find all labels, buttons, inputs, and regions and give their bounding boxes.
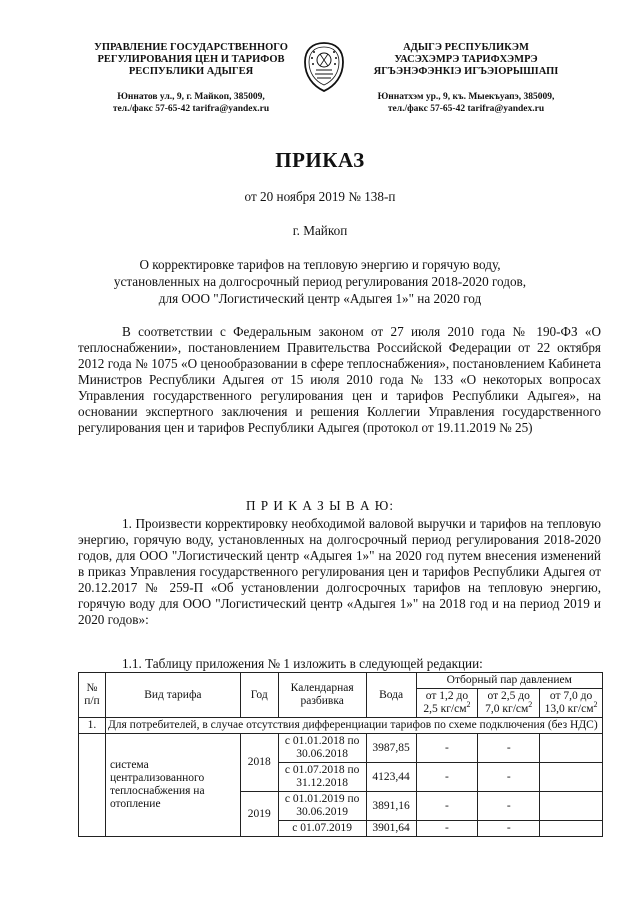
- p3-cell: [540, 734, 603, 763]
- system-cell: система централизованного теплоснабжения на отопление: [105, 734, 240, 837]
- period-cell: с 01.01.2019 по 30.06.2019: [278, 792, 366, 821]
- org-line: АДЫГЭ РЕСПУБЛИКЭМ: [403, 42, 529, 53]
- subject-line: установленных на долгосрочный период регулирования 2018-2020 годов,: [113, 274, 527, 289]
- period-cell: с 01.07.2018 по 31.12.2018: [278, 763, 366, 792]
- preamble-paragraph: В соответствии с Федеральным законом от 27 июля 2010 года № 190-ФЗ «О теплоснабжении», постановлением Правительства Российской Федерации от 22 октября 2012 года № 1075 «О ценообразовании в сфере теплоснабжения», постановлением Кабинета Министров Республики Адыгея от 15 июля 2010 года № 133 «О некоторых вопросах Управления государственного регулирования цен и тарифов Республики Адыгея», на основании экспертного заключения и решения Коллегии Управления государственного регулирования цен и тарифов Республики Адыгея (протокол от 19.11.2019 № 25): [78, 324, 601, 435]
- coat-of-arms-icon: [302, 40, 346, 94]
- header-water: Вода: [366, 673, 416, 718]
- tariff-table: [78, 672, 603, 837]
- empty-cell: [79, 734, 106, 837]
- water-cell: 3891,16: [366, 792, 416, 821]
- water-cell: 4123,44: [366, 763, 416, 792]
- address-line: Юннатов ул., 9, г. Майкоп, 385009,: [117, 92, 265, 102]
- year-cell: 2018: [240, 734, 278, 792]
- year-cell: 2019: [240, 792, 278, 837]
- table-header-row: [79, 673, 603, 689]
- header-pressure-3: от 7,0 до 13,0 $кг/см^2$: [540, 689, 603, 718]
- p2-cell: -: [478, 763, 540, 792]
- header-left-org: [86, 42, 296, 78]
- header-left-address: [86, 91, 296, 115]
- p1-cell: -: [416, 763, 478, 792]
- subject-line: О корректировке тарифов на тепловую энергию и горячую воду,: [139, 257, 501, 272]
- org-line: УАСЭХЭМРЭ ТАРИФХЭМРЭ: [394, 54, 538, 65]
- date-line: от 20 ноября 2019 № 138-п: [244, 189, 396, 204]
- order-word: П Р И К А З Ы В А Ю:: [245, 498, 395, 513]
- city: г. Майкоп: [292, 223, 348, 238]
- org-line: ЯГЪЭНЭФЭНКІЭ ИГЪЭІОРЫШІАПІ: [373, 66, 559, 77]
- table-row: [79, 734, 603, 763]
- period-cell: с 01.01.2018 по 30.06.2018: [278, 734, 366, 763]
- header-period: Календарная разбивка: [278, 673, 366, 718]
- header-year: Год: [240, 673, 278, 718]
- org-line: УПРАВЛЕНИЕ ГОСУДАРСТВЕННОГО: [94, 42, 288, 53]
- address-line: тел./факс 57-65-42 tarifra@yandex.ru: [387, 104, 545, 114]
- p1-cell: -: [416, 792, 478, 821]
- item-1-paragraph: 1. Произвести корректировку необходимой валовой выручки и тарифов на тепловую энергию, горячую воду, установленных на долгосрочный период регулирования 2018-2020 годов, для ООО "Логистический центр «Адыгея 1»" на 2020 год путем внесения изменений в приказ Управления государственного регулирования цен и тарифов Республики Адыгея от 20.12.2017 № 259-П «Об установлении долгосрочных тарифов на тепловую энергию, горячую воду для ООО "Логистический центр «Адыгея 1»" на 2018 год и на период 2019 и 2020 годов»:: [78, 516, 601, 627]
- address-line: тел./факс 57-65-42 tarifra@yandex.ru: [112, 104, 270, 114]
- subject: [0, 256, 640, 307]
- p2-cell: -: [478, 792, 540, 821]
- group-num: 1.: [79, 718, 106, 734]
- header-right-org: [356, 42, 576, 78]
- p2-cell: -: [478, 734, 540, 763]
- subject-line: для ООО "Логистический центр «Адыгея 1»" на 2020 год: [158, 291, 482, 306]
- header-pressure-2: от 2,5 до 7,0 $кг/см^2$: [478, 689, 540, 718]
- header-tariff-type: Вид тарифа: [105, 673, 240, 718]
- address-line: Юннатхэм ур., 9, къ. Мыекъуапэ, 385009,: [377, 92, 555, 102]
- p1-cell: -: [416, 821, 478, 837]
- org-line: РЕГУЛИРОВАНИЯ ЦЕН И ТАРИФОВ: [97, 54, 285, 65]
- water-cell: 3987,85: [366, 734, 416, 763]
- p1-cell: -: [416, 734, 478, 763]
- p3-cell: [540, 821, 603, 837]
- header-steam: Отборный пар давлением: [416, 673, 602, 689]
- document-title: ПРИКАЗ: [275, 148, 365, 172]
- header-right-address: [356, 91, 576, 115]
- p3-cell: [540, 792, 603, 821]
- group-text: Для потребителей, в случае отсутствия дифференциации тарифов по схеме подключения (без НДС): [105, 718, 602, 734]
- header-num: № п/п: [79, 673, 106, 718]
- p3-cell: [540, 763, 603, 792]
- p2-cell: -: [478, 821, 540, 837]
- period-cell: с 01.07.2019: [278, 821, 366, 837]
- item-1-1-paragraph: 1.1. Таблицу приложения № 1 изложить в следующей редакции:: [122, 656, 483, 671]
- header-pressure-1: от 1,2 до 2,5 $кг/см^2$: [416, 689, 478, 718]
- org-line: РЕСПУБЛИКИ АДЫГЕЯ: [128, 66, 254, 77]
- table-group-row: [79, 718, 603, 734]
- water-cell: 3901,64: [366, 821, 416, 837]
